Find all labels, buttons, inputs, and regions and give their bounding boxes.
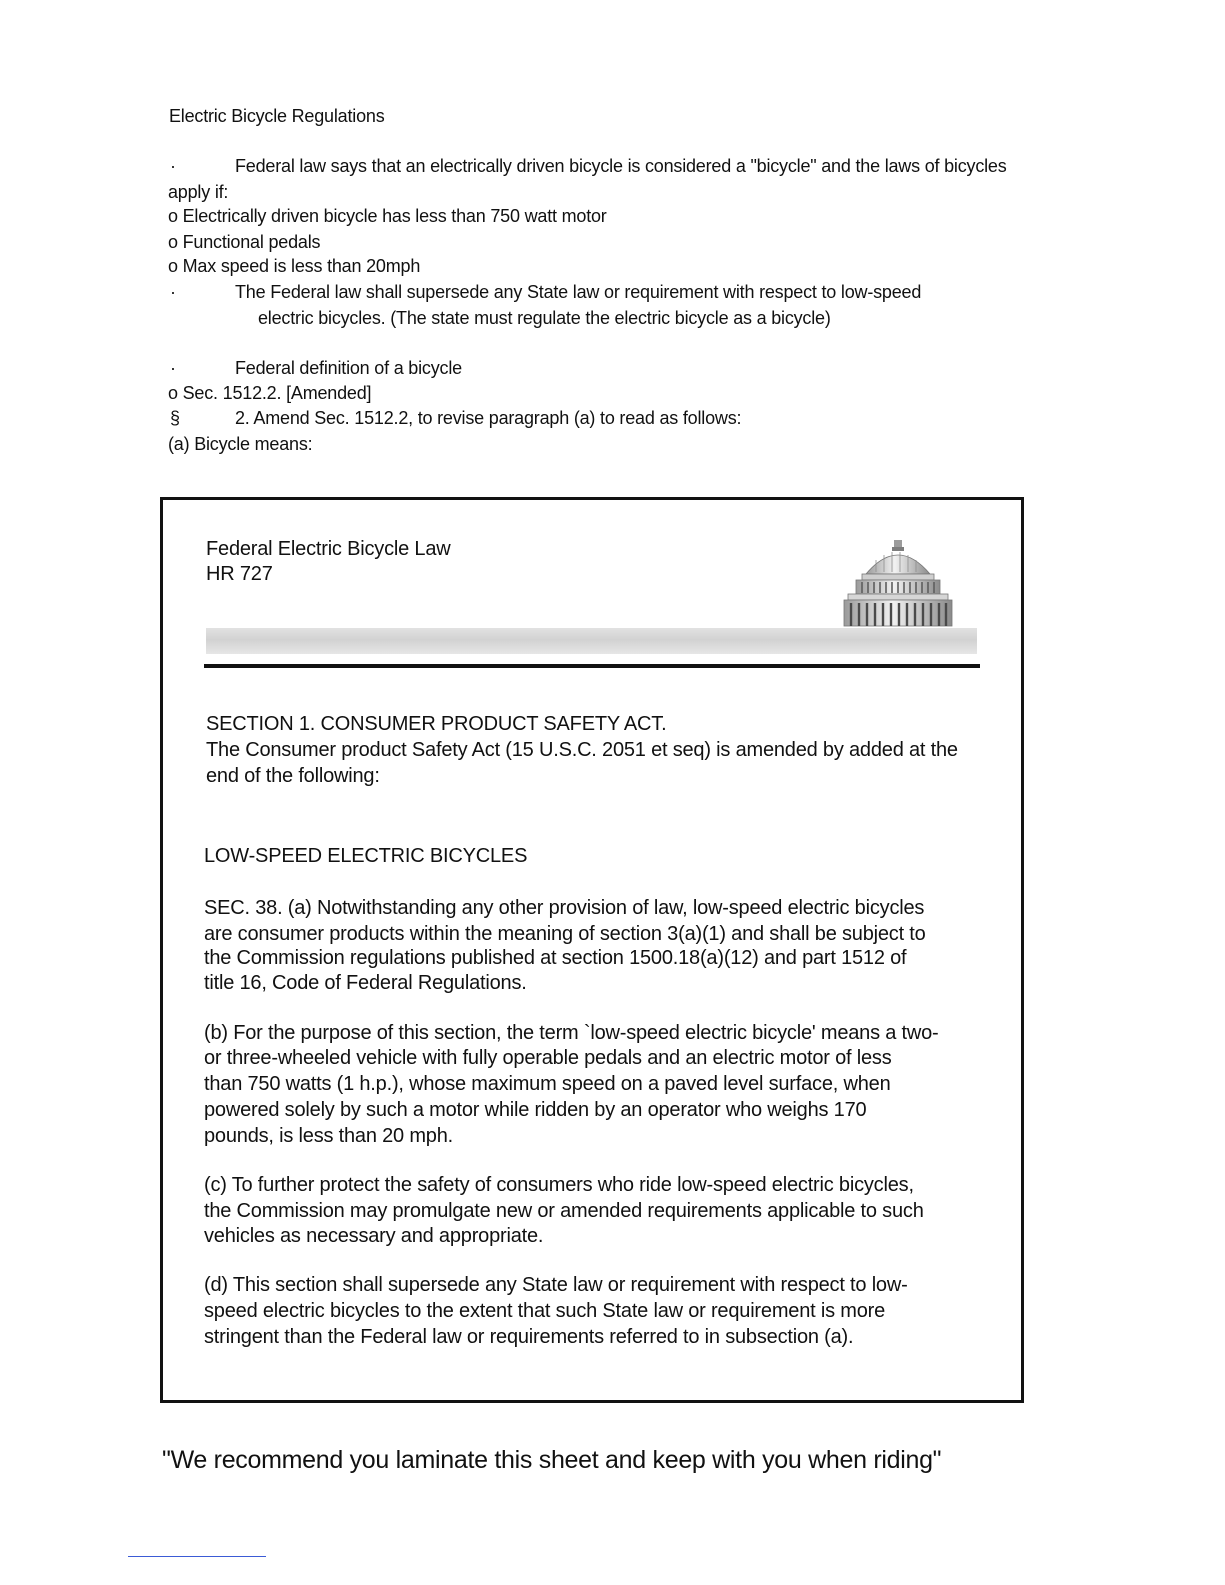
subsection-b-line: than 750 watts (1 h.p.), whose maximum speed on a paved level surface, when	[204, 1073, 891, 1095]
subsection-a-line: SEC. 38. (a) Notwithstanding any other provision of law, low-speed electric bicycles	[204, 897, 925, 919]
means-line: (a) Bicycle means:	[168, 434, 313, 454]
subsection-c-line: the Commission may promulgate new or amended requirements applicable to such	[204, 1200, 924, 1222]
section1-line: end of the following:	[206, 765, 380, 787]
subsection-c-line: (c) To further protect the safety of consumers who ride low-speed electric bicycles,	[204, 1174, 914, 1196]
subsection-d-line: (d) This section shall supersede any State law or requirement with respect to low-	[204, 1274, 908, 1296]
subsection-b-line: (b) For the purpose of this section, the term `low-speed electric bicycle' means a two-	[204, 1022, 939, 1044]
intro-sub-item: o Functional pedals	[168, 232, 321, 252]
subsection-a-line: the Commission regulations published at section 1500.18(a)(12) and part 1512 of	[204, 947, 907, 969]
subsection-b-line: or three-wheeled vehicle with fully operable pedals and an electric motor of less	[204, 1047, 892, 1069]
subsection-a-line: title 16, Code of Federal Regulations.	[204, 972, 527, 994]
header-rule	[204, 664, 980, 668]
subsection-b-line: pounds, is less than 20 mph.	[204, 1125, 453, 1147]
section1-heading: SECTION 1. CONSUMER PRODUCT SAFETY ACT.	[206, 713, 667, 735]
sec-line: o Sec. 1512.2. [Amended]	[168, 383, 372, 403]
bullet-mark: ·	[170, 282, 176, 302]
bullet-mark: ·	[170, 358, 176, 378]
intro-sub-item: o Max speed is less than 20mph	[168, 256, 421, 276]
definition-line: Federal definition of a bicycle	[235, 358, 462, 378]
recommendation-text: "We recommend you laminate this sheet and keep with you when riding"	[162, 1446, 942, 1474]
intro-line: apply if:	[168, 182, 229, 202]
amend-line: 2. Amend Sec. 1512.2, to revise paragraph (a) to read as follows:	[235, 408, 742, 428]
subsection-b-line: powered solely by such a motor while ridden by an operator who weighs 170	[204, 1099, 867, 1121]
document-title: Electric Bicycle Regulations	[169, 106, 385, 126]
supersede-line: electric bicycles. (The state must regulate the electric bicycle as a bicycle)	[258, 308, 831, 328]
subsection-d-line: stringent than the Federal law or requirements referred to in subsection (a).	[204, 1326, 854, 1348]
intro-sub-item: o Electrically driven bicycle has less than 750 watt motor	[168, 206, 607, 226]
low-speed-heading: LOW-SPEED ELECTRIC BICYCLES	[204, 845, 528, 867]
bullet-mark: ·	[170, 156, 176, 176]
intro-line: Federal law says that an electrically driven bicycle is considered a "bicycle" and the laws of bicycles	[235, 156, 1007, 176]
capitol-dome-image	[842, 538, 954, 628]
footer-link-underline	[128, 1556, 266, 1557]
law-title: Federal Electric Bicycle Law	[206, 538, 451, 560]
header-band	[206, 628, 977, 654]
supersede-line: The Federal law shall supersede any State law or requirement with respect to low-speed	[235, 282, 922, 302]
law-number: HR 727	[206, 563, 273, 585]
section1-line: The Consumer product Safety Act (15 U.S.C. 2051 et seq) is amended by added at the	[206, 739, 958, 761]
subsection-a-line: are consumer products within the meaning of section 3(a)(1) and shall be subject to	[204, 923, 926, 945]
subsection-c-line: vehicles as necessary and appropriate.	[204, 1225, 544, 1247]
subsection-d-line: speed electric bicycles to the extent that such State law or requirement is more	[204, 1300, 886, 1322]
section-mark: §	[170, 408, 181, 428]
